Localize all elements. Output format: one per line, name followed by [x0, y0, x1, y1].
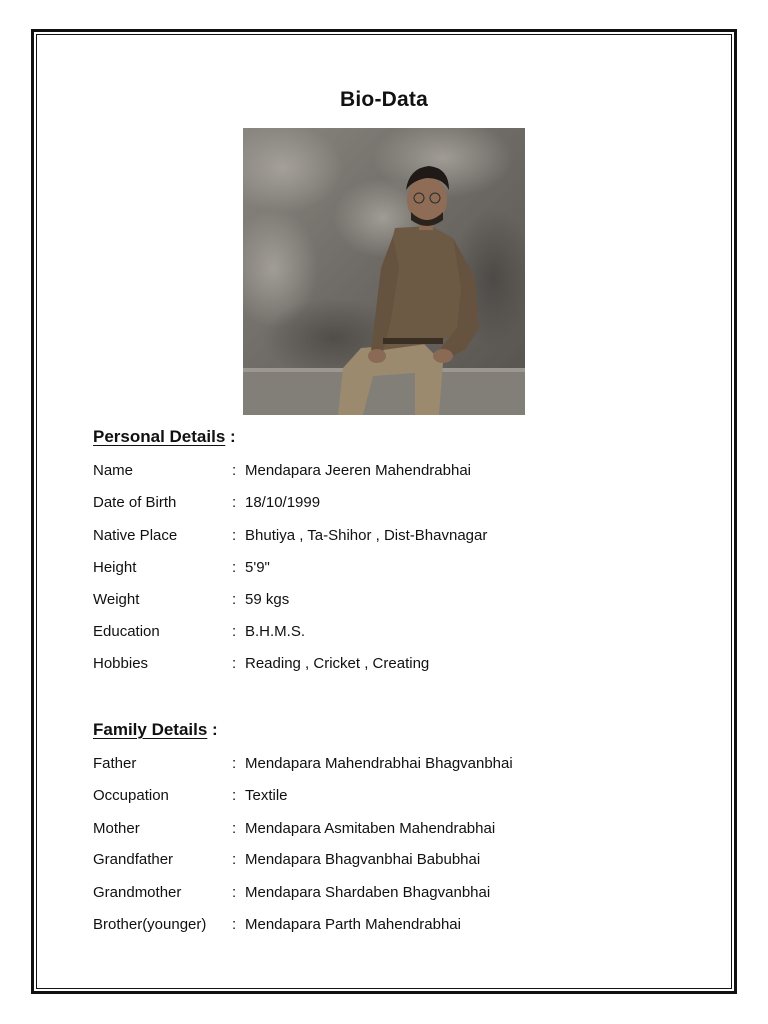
- field-separator: :: [232, 787, 237, 804]
- field-value: 5'9": [245, 559, 270, 576]
- field-separator: :: [232, 623, 237, 640]
- field-label: Father: [93, 755, 137, 772]
- field-separator: :: [232, 916, 237, 933]
- field-label: Mother: [93, 820, 140, 837]
- field-label: Native Place: [93, 527, 178, 544]
- field-value: Mendapara Asmitaben Mahendrabhai: [245, 820, 496, 837]
- field-separator: :: [232, 559, 237, 576]
- field-label: Name: [93, 462, 134, 479]
- field-label: Grandmother: [93, 884, 182, 901]
- field-label: Education: [93, 623, 160, 640]
- field-separator: :: [232, 851, 237, 868]
- field-separator: :: [232, 820, 237, 837]
- family-details-heading: Family Details :: [93, 720, 218, 739]
- field-value: Mendapara Shardaben Bhagvanbhai: [245, 884, 491, 901]
- field-value: 59 kgs: [245, 591, 290, 608]
- page-title: Bio-Data: [340, 88, 428, 111]
- field-separator: :: [232, 494, 237, 511]
- profile-photo: [243, 128, 525, 415]
- field-separator: :: [232, 527, 237, 544]
- field-value: Reading , Cricket , Creating: [245, 655, 430, 672]
- field-value: Mendapara Mahendrabhai Bhagvanbhai: [245, 755, 513, 772]
- field-value: Mendapara Jeeren Mahendrabhai: [245, 462, 471, 479]
- field-separator: :: [232, 591, 237, 608]
- field-value: Textile: [245, 787, 288, 804]
- field-value: 18/10/1999: [245, 494, 321, 511]
- personal-details-heading: Personal Details :: [93, 427, 236, 446]
- field-separator: :: [232, 755, 237, 772]
- field-separator: :: [232, 884, 237, 901]
- field-separator: :: [232, 462, 237, 479]
- field-value: B.H.M.S.: [245, 623, 306, 640]
- field-label: Brother(younger): [93, 916, 207, 933]
- field-label: Height: [93, 559, 137, 576]
- field-label: Date of Birth: [93, 494, 177, 511]
- field-label: Weight: [93, 591, 140, 608]
- field-label: Hobbies: [93, 655, 149, 672]
- field-value: Mendapara Bhagvanbhai Babubhai: [245, 851, 481, 868]
- field-label: Grandfather: [93, 851, 174, 868]
- field-value: Bhutiya , Ta-Shihor , Dist-Bhavnagar: [245, 527, 488, 544]
- field-value: Mendapara Parth Mahendrabhai: [245, 916, 461, 933]
- field-separator: :: [232, 655, 237, 672]
- field-label: Occupation: [93, 787, 169, 804]
